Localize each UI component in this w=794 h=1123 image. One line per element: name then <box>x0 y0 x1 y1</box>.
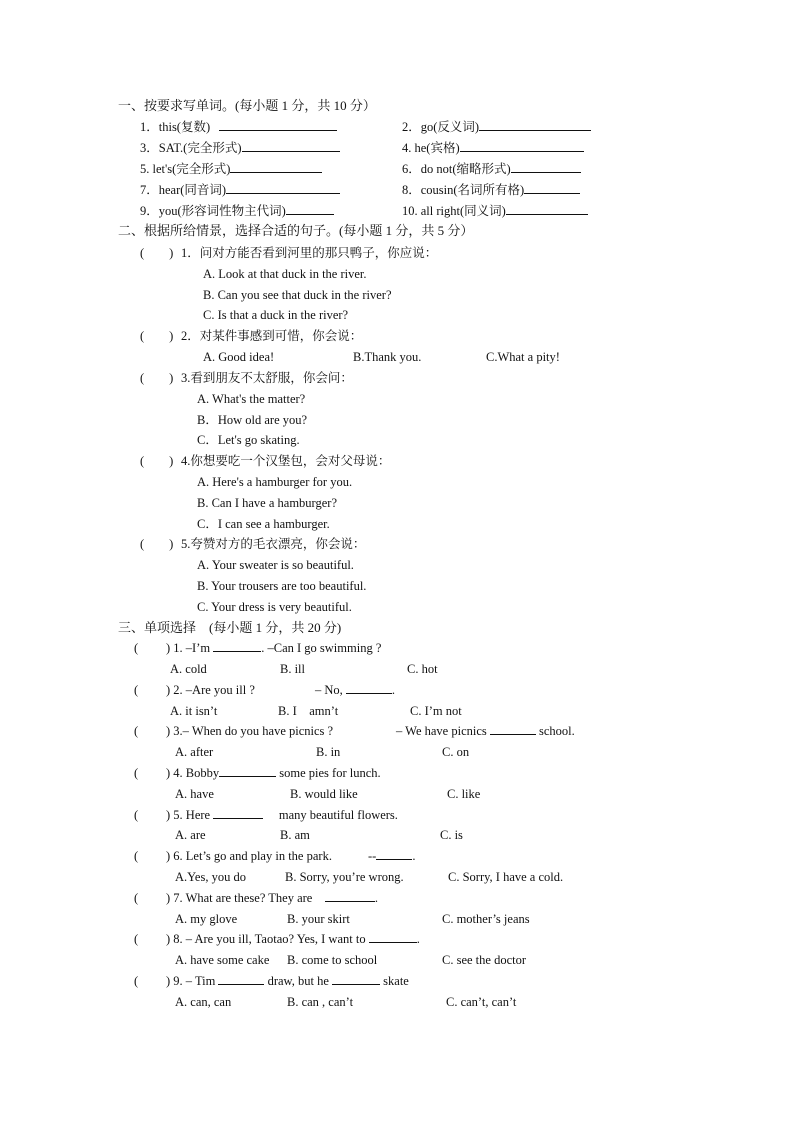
answer-blank[interactable] <box>524 182 580 194</box>
s3-q1-stem <box>166 640 381 656</box>
s3-q6-text-c: . <box>412 849 416 863</box>
s1-item-2-text: 2．go(反义词) <box>402 120 480 134</box>
s1-item-10-text: 10. all right(同义词) <box>402 204 506 218</box>
s3-q9-paren-open[interactable]: ( <box>134 974 139 988</box>
s3-q8-option-c: C. see the doctor <box>442 953 527 967</box>
s3-q5-paren-open[interactable]: ( <box>134 808 139 822</box>
paren-close: ) <box>166 641 171 655</box>
s1-item-4-text: 4. he(宾格) <box>402 141 460 155</box>
s2-q3-option-a: A. What's the matter? <box>197 392 306 406</box>
s3-q7-option-c: C. mother’s jeans <box>442 912 530 926</box>
s3-q4-option-b: B. would like <box>290 787 358 801</box>
s3-q1-paren-open[interactable]: ( <box>134 641 139 655</box>
s3-q9-option-a: A. can, can <box>175 995 232 1009</box>
s2-q2-paren[interactable]: ( ) <box>140 329 174 343</box>
s3-q3-text-a: 3.– When do you have picnics ? <box>173 724 334 738</box>
s3-q7-paren-open[interactable]: ( <box>134 891 139 905</box>
paren-close: ) <box>166 891 171 905</box>
s3-q8-stem <box>166 931 420 947</box>
s2-q4-option-a: A. Here's a hamburger for you. <box>197 475 353 489</box>
s3-q8-option-a: A. have some cake <box>175 953 270 967</box>
s3-q3-text-c: school. <box>539 724 575 738</box>
s3-q9-option-b: B. can , can’t <box>287 995 354 1009</box>
paren-close: ) <box>166 974 171 988</box>
paren-close: ) <box>166 724 171 738</box>
s3-q4-paren-open[interactable]: ( <box>134 766 139 780</box>
answer-blank[interactable] <box>230 161 322 173</box>
s2-q2-option-a: A. Good idea! <box>203 350 275 364</box>
s3-q4-text-a: 4. Bobby <box>173 766 220 780</box>
answer-blank[interactable] <box>369 931 417 943</box>
paren-close: ) <box>166 849 171 863</box>
s2-q1-option-a: A. Look at that duck in the river. <box>203 267 367 281</box>
s2-q3-option-b: B．How old are you? <box>197 413 308 427</box>
s3-q6-stem-a <box>166 848 332 864</box>
s3-q6-text-a: 6. Let’s go and play in the park. <box>173 849 332 863</box>
s3-q2-stem-a <box>166 682 255 698</box>
s1-item-10 <box>402 203 588 219</box>
s3-q8-text-a: 8. – Are you ill, Taotao? Yes, I want to <box>173 932 366 946</box>
s2-q5-option-c: C. Your dress is very beautiful. <box>197 600 352 614</box>
s2-q4-option-c: C．I can see a hamburger. <box>197 517 330 531</box>
answer-blank[interactable] <box>332 973 380 985</box>
answer-blank[interactable] <box>376 848 412 860</box>
s3-q6-paren-open[interactable]: ( <box>134 849 139 863</box>
s3-q6-text-b: -- <box>368 849 377 863</box>
s1-item-1-text: 1．this(复数) <box>140 120 211 134</box>
s1-item-9-text: 9．you(形容词性物主代词) <box>140 204 286 218</box>
s3-q2-text-a: 2. –Are you ill ? <box>173 683 255 697</box>
s3-q6-stem-b <box>368 848 415 864</box>
s3-q2-option-b: B. I amn’t <box>278 704 339 718</box>
s3-q5-option-b: B. am <box>280 828 310 842</box>
s3-q3-text-b: – We have picnics <box>396 724 487 738</box>
answer-blank[interactable] <box>325 890 375 902</box>
section1-heading: 一、按要求写单词。(每小题 1 分，共 10 分） <box>118 98 376 113</box>
answer-blank[interactable] <box>213 807 263 819</box>
s2-q5-paren[interactable]: ( ) <box>140 537 174 551</box>
s3-q7-option-a: A. my glove <box>175 912 238 926</box>
s3-q7-text-b: . <box>374 891 378 905</box>
s1-item-5 <box>140 161 322 177</box>
s3-q1-text-b: . –Can I go swimming ? <box>261 641 382 655</box>
answer-blank[interactable] <box>479 119 591 131</box>
s3-q3-stem-a <box>166 723 333 739</box>
s1-item-7-text: 7．hear(同音词) <box>140 183 227 197</box>
s3-q2-option-c: C. I’m not <box>410 704 462 718</box>
s1-item-1 <box>140 119 337 135</box>
s3-q5-text-a: 5. Here <box>173 808 211 822</box>
s3-q6-option-b: B. Sorry, you’re wrong. <box>285 870 404 884</box>
s3-q8-text-b: . <box>416 932 420 946</box>
s3-q7-text-a: 7. What are these? They are <box>173 891 313 905</box>
s3-q1-option-c: C. hot <box>407 662 438 676</box>
answer-blank[interactable] <box>346 682 392 694</box>
answer-blank[interactable] <box>286 203 334 215</box>
s2-q3-option-c: C．Let's go skating. <box>197 433 300 447</box>
s1-item-7 <box>140 182 340 198</box>
s3-q9-text-a: 9. – Tim <box>173 974 216 988</box>
s3-q2-paren-open[interactable]: ( <box>134 683 139 697</box>
answer-blank[interactable] <box>242 140 340 152</box>
s1-item-5-text: 5. let's(完全形式) <box>140 162 231 176</box>
s2-q3-stem: 3.看到朋友不太舒服，你会问： <box>181 371 353 385</box>
s3-q9-text-b: draw, but he <box>267 974 329 988</box>
s3-q5-option-a: A. are <box>175 828 206 842</box>
s2-q5-stem: 5.夸赞对方的毛衣漂亮，你会说： <box>181 537 366 551</box>
s1-item-6 <box>402 161 581 177</box>
s1-item-2 <box>402 119 591 135</box>
s2-q4-paren[interactable]: ( ) <box>140 454 174 468</box>
paren-close: ) <box>166 683 171 697</box>
answer-blank[interactable] <box>490 723 536 735</box>
answer-blank[interactable] <box>219 119 337 131</box>
s3-q4-text-b: some pies for lunch. <box>279 766 381 780</box>
answer-blank[interactable] <box>213 640 261 652</box>
s3-q3-stem-b <box>396 723 575 739</box>
paren-close: ) <box>166 766 171 780</box>
s1-item-8 <box>402 182 580 198</box>
s3-q4-option-a: A. have <box>175 787 214 801</box>
s3-q3-option-a: A. after <box>175 745 214 759</box>
s2-q2-option-b: B.Thank you. <box>353 350 422 364</box>
s3-q2-text-b: – No, <box>315 683 343 697</box>
answer-blank[interactable] <box>219 765 276 777</box>
s2-q5-option-a: A. Your sweater is so beautiful. <box>197 558 354 572</box>
answer-blank[interactable] <box>506 203 588 215</box>
s3-q1-option-b: B. ill <box>280 662 306 676</box>
s1-item-6-text: 6．do not(缩略形式) <box>402 162 511 176</box>
s3-q2-stem-b <box>315 682 395 698</box>
s3-q2-option-a: A. it isn’t <box>170 704 218 718</box>
s3-q1-option-a: A. cold <box>170 662 207 676</box>
paren-close: ) <box>166 932 171 946</box>
s3-q9-option-c: C. can’t, can’t <box>446 995 517 1009</box>
s1-item-3-text: 3．SAT.(完全形式) <box>140 141 242 155</box>
s3-q6-option-a: A.Yes, you do <box>175 870 246 884</box>
s3-q5-option-c: C. is <box>440 828 463 842</box>
s1-item-9 <box>140 203 334 219</box>
s3-q7-stem <box>166 890 378 906</box>
s2-q5-option-b: B. Your trousers are too beautiful. <box>197 579 367 593</box>
s2-q3-paren[interactable]: ( ) <box>140 371 174 385</box>
answer-blank[interactable] <box>218 973 264 985</box>
s3-q4-option-c: C. like <box>447 787 481 801</box>
s3-q8-paren-open[interactable]: ( <box>134 932 139 946</box>
s3-q3-option-b: B. in <box>316 745 341 759</box>
s3-q5-stem <box>166 807 398 823</box>
s3-q3-paren-open[interactable]: ( <box>134 724 139 738</box>
answer-blank[interactable] <box>511 161 581 173</box>
s3-q2-text-c: . <box>391 683 396 697</box>
s2-q1-option-c: C. Is that a duck in the river? <box>203 308 349 322</box>
section3-heading: 三、单项选择 (每小题 1 分，共 20 分) <box>118 620 342 635</box>
s3-q8-option-b: B. come to school <box>287 953 378 967</box>
section2-heading: 二、根据所给情景，选择合适的句子。(每小题 1 分，共 5 分） <box>118 223 474 238</box>
s3-q3-option-c: C. on <box>442 745 470 759</box>
s3-q4-stem <box>166 765 381 781</box>
s2-q1-option-b: B. Can you see that duck in the river? <box>203 288 392 302</box>
s3-q9-text-c: skate <box>383 974 409 988</box>
s3-q1-text-a: 1. –I’m <box>173 641 211 655</box>
answer-blank[interactable] <box>460 140 584 152</box>
s2-q2-stem: 2．对某件事感到可惜，你会说： <box>181 329 363 343</box>
s3-q7-option-b: B. your skirt <box>287 912 350 926</box>
paren-close: ) <box>166 808 171 822</box>
s2-q1-paren[interactable]: ( ) <box>140 246 174 260</box>
s2-q2-option-c: C.What a pity! <box>486 350 560 364</box>
s1-item-8-text: 8．cousin(名词所有格) <box>402 183 525 197</box>
answer-blank[interactable] <box>226 182 340 194</box>
s2-q1-stem: 1．问对方能否看到河里的那只鸭子，你应说： <box>181 246 438 260</box>
s1-item-3 <box>140 140 340 156</box>
s2-q4-option-b: B. Can I have a hamburger? <box>197 496 337 510</box>
s3-q5-text-b: many beautiful flowers. <box>278 808 398 822</box>
s3-q9-stem <box>166 973 409 989</box>
s2-q4-stem: 4.你想要吃一个汉堡包，会对父母说： <box>181 454 391 468</box>
s3-q6-option-c: C. Sorry, I have a cold. <box>448 870 564 884</box>
s1-item-4 <box>402 140 584 156</box>
